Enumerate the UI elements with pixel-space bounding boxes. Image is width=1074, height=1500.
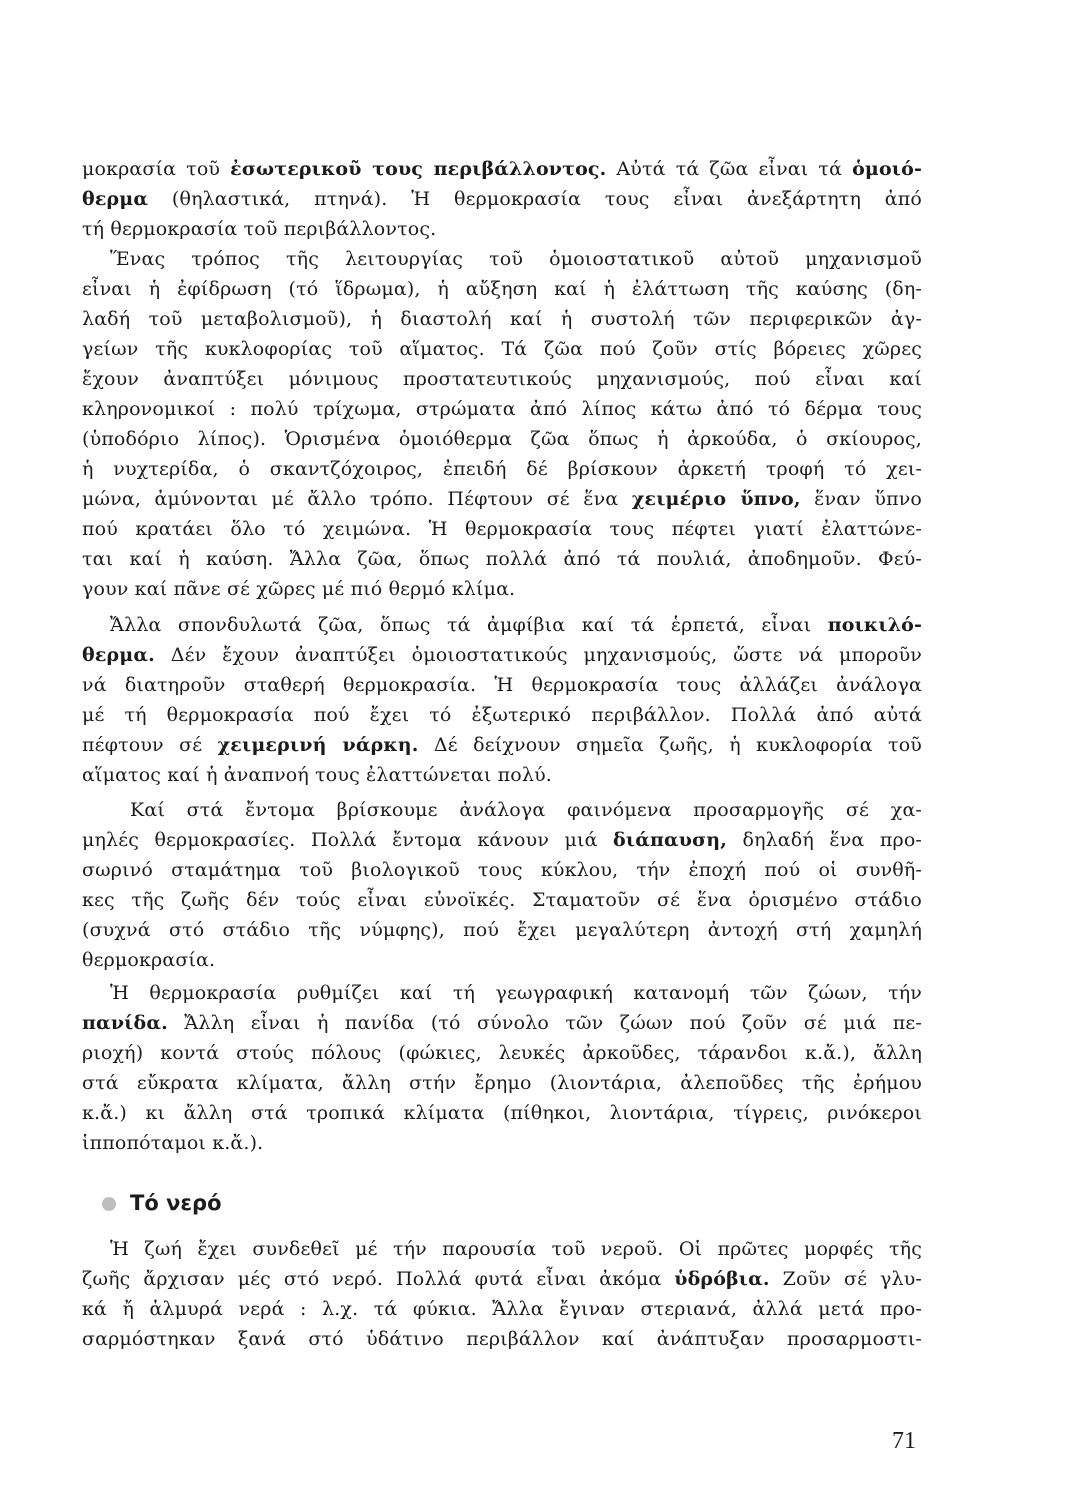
text-line: κ.ἄ.) κι ἄλλη στά τροπικά κλίματα (πίθηκοι, λιοντάρια, τίγρεις, ρινόκεροι [82, 1102, 922, 1124]
text-line: πού κρατάει ὅλο τό χειμώνα. Ἡ θερμοκρασία τους πέφτει γιατί ἐλαττώνε- [82, 518, 922, 540]
bold-term: ποικιλό- [827, 614, 922, 636]
text-line: κληρονομικοί : πολύ τρίχωμα, στρώματα ἀπό λίπος κάτω ἀπό τό δέρμα τους [82, 398, 922, 420]
text-line: αἵματος καί ἡ ἀναπνοή τους ἐλαττώνεται πολύ. [82, 764, 552, 786]
text-line: Ἡ ζωή ἔχει συνδεθεῖ μέ τήν παρουσία τοῦ νεροῦ. Οἱ πρῶτες μορφές τῆς [110, 1238, 922, 1260]
text-line: νά διατηροῦν σταθερή θερμοκρασία. Ἡ θερμοκρασία τους ἀλλάζει ἀνάλογα [82, 674, 922, 696]
text-line: σωρινό σταμάτημα τοῦ βιολογικοῦ τους κύκλου, τήν ἐποχή πού οἱ συνθῆ- [82, 859, 922, 881]
bullet-circle-icon [102, 1197, 116, 1211]
text-line: Ἡ θερμοκρασία ρυθμίζει καί τή γεωγραφική κατανομή τῶν ζώων, τήν [110, 982, 922, 1004]
bold-term: θερμα [82, 188, 149, 210]
text-line: κες τῆς ζωῆς δέν τούς εἶναι εὐνοϊκές. Σταματοῦν σέ ἕνα ὁρισμένο στάδιο [82, 889, 922, 911]
text-line: λαδή τοῦ μεταβολισμοῦ), ἡ διαστολή καί ἡ συστολή τῶν περιφερικῶν ἀγ- [82, 308, 922, 330]
bold-term: χειμερινή νάρκη. [217, 734, 419, 756]
text-line: μέ τή θερμοκρασία πού ἔχει τό ἐξωτερικό περιβάλλον. Πολλά ἀπό αὐτά [82, 704, 922, 726]
text-line: ζωῆς ἄρχισαν μές στό νερό. Πολλά φυτά εἶναι ἀκόμα ὑδρόβια. Ζοῦν σέ γλυ- [82, 1268, 922, 1290]
bold-term: πανίδα. [82, 1012, 168, 1034]
bold-term: ἐσωτερικοῦ τους περιβάλλοντος. [230, 158, 607, 180]
text-line: θερμοκρασία. [82, 949, 216, 971]
text-line: ἡ νυχτερίδα, ὁ σκαντζόχοιρος, ἐπειδή δέ βρίσκουν ἀρκετή τροφή τό χει- [82, 458, 922, 480]
text-line: πέφτουν σέ χειμερινή νάρκη. Δέ δείχνουν σημεῖα ζωῆς, ἡ κυκλοφορία τοῦ [82, 734, 922, 756]
text-line: ἱπποπόταμοι κ.ἄ.). [82, 1132, 264, 1154]
text-line: Καί στά ἔντομα βρίσκουμε ἀνάλογα φαινόμενα προσαρμογῆς σέ χα- [130, 799, 922, 821]
text-line: γείων τῆς κυκλοφορίας τοῦ αἵματος. Τά ζῶα πού ζοῦν στίς βόρειες χῶρες [82, 338, 922, 360]
text-line: στά εὔκρατα κλίματα, ἄλλη στήν ἔρημο (λιοντάρια, ἀλεποῦδες τῆς ἐρήμου [82, 1072, 922, 1094]
section-heading-text: Τό νερό [130, 1191, 222, 1215]
bold-term: χειμέριο ὕπνο, [631, 488, 801, 510]
text-line: γουν καί πᾶνε σέ χῶρες μέ πιό θερμό κλίμα. [82, 578, 516, 600]
bold-term: ὁμοιό- [852, 158, 922, 180]
text-line: (ὑποδόριο λίπος). Ὁρισμένα ὁμοιόθερμα ζῶα ὅπως ἡ ἀρκούδα, ὁ σκίουρος, [82, 428, 922, 450]
text-line: εἶναι ἡ ἐφίδρωση (τό ἵδρωμα), ἡ αὔξηση καί ἡ ἐλάττωση τῆς καύσης (δη- [82, 278, 922, 300]
text-line: κά ἤ ἁλμυρά νερά : λ.χ. τά φύκια. Ἄλλα ἔγιναν στεριανά, ἀλλά μετά προ- [82, 1298, 922, 1320]
text-line: μηλές θερμοκρασίες. Πολλά ἔντομα κάνουν μιά διάπαυση, δηλαδή ἕνα προ- [82, 829, 922, 851]
text-line: Ἄλλα σπονδυλωτά ζῶα, ὅπως τά ἀμφίβια καί τά ἑρπετά, εἶναι ποικιλό- [110, 614, 922, 636]
section-heading [82, 1188, 222, 1218]
bold-term: θερμα. [82, 644, 155, 666]
text-line: σαρμόστηκαν ξανά στό ὑδάτινο περιβάλλον καί ἀνάπτυξαν προσαρμοστι- [82, 1328, 922, 1350]
text-line: ται καί ἡ καύση. Ἄλλα ζῶα, ὅπως πολλά ἀπό τά πουλιά, ἀποδημοῦν. Φεύ- [82, 548, 922, 570]
text-line: ἔχουν ἀναπτύξει μόνιμους προστατευτικούς μηχανισμούς, πού εἶναι καί [82, 368, 922, 390]
text-line: πανίδα. Ἄλλη εἶναι ἡ πανίδα (τό σύνολο τῶν ζώων πού ζοῦν σέ μιά πε- [82, 1012, 922, 1034]
bold-term: ὑδρόβια. [674, 1268, 770, 1290]
text-line: μώνα, ἀμύνονται μέ ἄλλο τρόπο. Πέφτουν σέ ἕνα χειμέριο ὕπνο, ἕναν ὕπνο [82, 488, 922, 510]
page-number: 71 [892, 1428, 916, 1454]
bold-term: διάπαυση, [613, 829, 728, 851]
text-line: Ἕνας τρόπος τῆς λειτουργίας τοῦ ὁμοιοστατικοῦ αὐτοῦ μηχανισμοῦ [110, 248, 922, 270]
text-line: ριοχή) κοντά στούς πόλους (φώκιες, λευκές ἀρκοῦδες, τάρανδοι κ.ἄ.), ἄλλη [82, 1042, 922, 1064]
text-line: θερμα. Δέν ἔχουν ἀναπτύξει ὁμοιοστατικούς μηχανισμούς, ὥστε νά μποροῦν [82, 644, 922, 666]
text-line: θερμα (θηλαστικά, πτηνά). Ἡ θερμοκρασία τους εἶναι ἀνεξάρτητη ἀπό [82, 188, 922, 210]
text-line: μοκρασία τοῦ ἐσωτερικοῦ τους περιβάλλοντος. Αὐτά τά ζῶα εἶναι τά ὁμοιό- [82, 158, 922, 180]
text-line: (συχνά στό στάδιο τῆς νύμφης), πού ἔχει μεγαλύτερη ἀντοχή στή χαμηλή [82, 919, 922, 941]
text-line: τή θερμοκρασία τοῦ περιβάλλοντος. [82, 218, 437, 240]
